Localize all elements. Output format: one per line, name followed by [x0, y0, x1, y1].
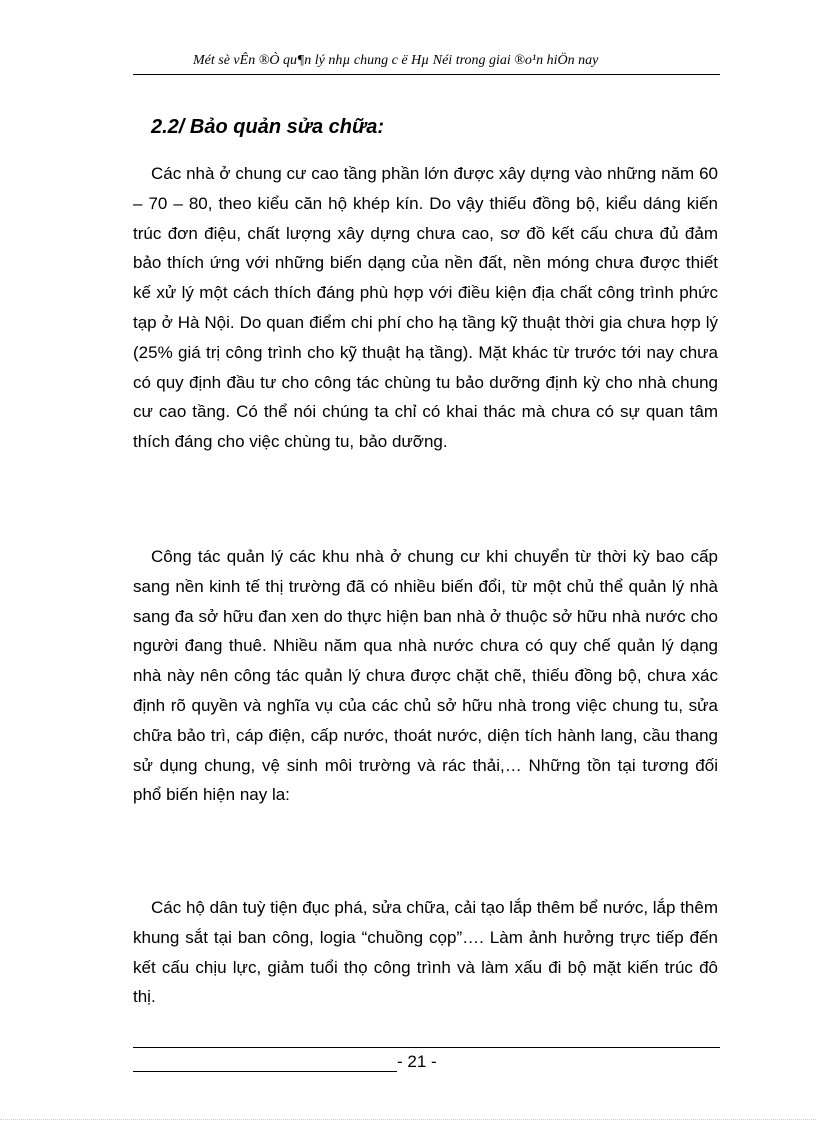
footer-rule	[133, 1047, 720, 1048]
running-header-title: Mét sè vÊn ®Ò qu¶n lý nhµ chung c ë Hµ Néi trong giai ®o¹n hiÖn nay	[193, 53, 599, 68]
running-header	[133, 52, 720, 75]
page-number: - 21 -	[397, 1052, 437, 1071]
body-paragraph-1: Các nhà ở chung cư cao tầng phần lớn được xây dựng vào những năm 60 – 70 – 80, theo kiểu căn hộ khép kín. Do vậy thiếu đồng bộ, kiểu dáng kiến trúc đơn điệu, chất lượng xây dựng chưa cao, sơ đồ kết cấu chưa đủ đảm bảo thích ứng với những biến dạng của nền đất, nền móng chưa được thiết kế xử lý một cách thích đáng phù hợp với điều kiện địa chất công trình phức tạp ở Hà Nội. Do quan điểm chi phí cho hạ tầng kỹ thuật thời gia chưa hợp lý (25% giá trị công trình cho kỹ thuật hạ tầng). Mặt khác từ trước tới nay chưa có quy định đầu tư cho công tác chùng tu bảo dưỡng định kỳ cho nhà chung cư cao tầng. Có thể nói chúng ta chỉ có khai thác mà chưa có sự quan tâm thích đáng cho việc chùng tu, bảo dưỡng.	[133, 164, 718, 452]
body-paragraph-3: Các hộ dân tuỳ tiện đục phá, sửa chữa, cải tạo lắp thêm bể nước, lắp thêm khung sắt tại ban công, logia “chuồng cọp”…. Làm ảnh hưởng trực tiếp đến kết cấu chịu lực, giảm tuổi thọ công trình và làm xấu đi bộ mặt kiến trúc đô thị.	[133, 898, 718, 1007]
body-paragraph-2: Công tác quản lý các khu nhà ở chung cư khi chuyển từ thời kỳ bao cấp sang nền kinh tế thị trường đã có nhiều biến đổi, từ một chủ thể quản lý nhà sang đa sở hữu đan xen do thực hiện ban nhà ở thuộc sở hữu nhà nước cho người đang thuê. Nhiều năm qua nhà nước chưa có quy chế quản lý dạng nhà này nên công tác quản lý chưa được chặt chẽ, thiếu đồng bộ, chưa xác định rõ quyền và nghĩa vụ của các chủ sở hữu nhà trong việc chung tu, sửa chữa bảo trì, cáp điện, cấp nước, thoát nước, diện tích hành lang, cầu thang sử dụng chung, vệ sinh môi trường và rác thải,… Những tồn tại tương đối phổ biến hiện nay la:	[133, 547, 718, 805]
page-bottom-border	[0, 1119, 816, 1120]
footer-underline	[133, 1071, 397, 1072]
section-heading: 2.2/ Bảo quản sửa chữa:	[151, 116, 385, 138]
